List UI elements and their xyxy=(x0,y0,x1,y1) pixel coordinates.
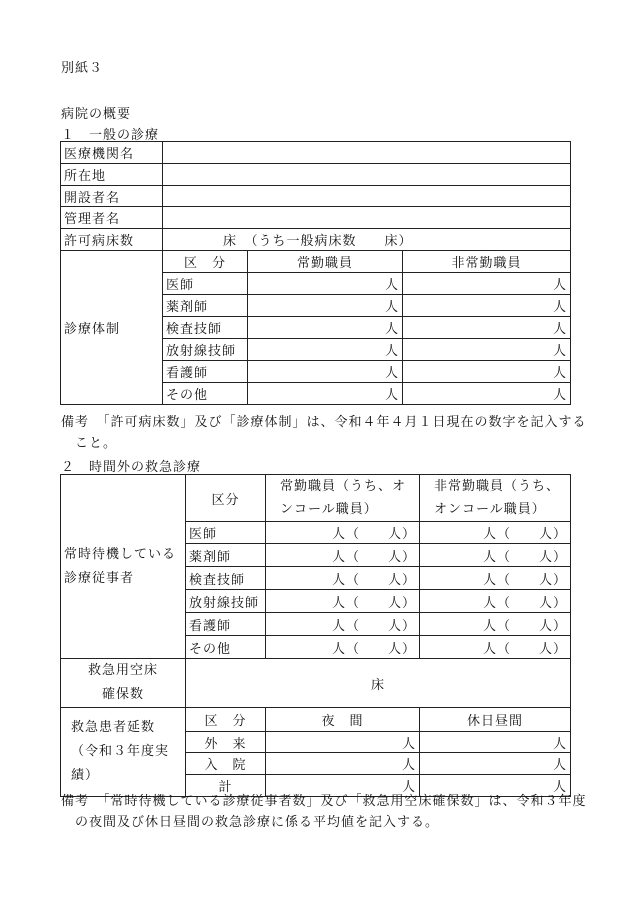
patients-category: 入 院 xyxy=(186,753,266,775)
standby-part-time-cell[interactable]: 人（ 人） xyxy=(420,567,571,590)
emergency-beds-field[interactable]: 床 xyxy=(186,659,571,708)
staffing-category: 薬剤師 xyxy=(163,295,248,317)
staffing-full-time-cell[interactable]: 人 xyxy=(248,295,403,317)
staffing-category: 放射線技師 xyxy=(163,339,248,361)
standby-header-part-time: 非常勤職員（うち、オンコール職員） xyxy=(420,475,571,522)
staffing-full-time-cell[interactable]: 人 xyxy=(248,339,403,361)
standby-category: 薬剤師 xyxy=(186,544,266,567)
patients-holiday-cell[interactable]: 人 xyxy=(420,775,571,797)
standby-category: その他 xyxy=(186,636,266,659)
staffing-full-time-cell[interactable]: 人 xyxy=(248,317,403,339)
staffing-part-time-cell[interactable]: 人 xyxy=(403,339,571,361)
staffing-full-time-cell[interactable]: 人 xyxy=(248,361,403,383)
licensed-beds-field[interactable]: 床 （うち一般病床数 床） xyxy=(163,229,571,251)
standby-header-full-time: 常勤職員（うち、オンコール職員） xyxy=(266,475,420,522)
standby-part-time-cell[interactable]: 人（ 人） xyxy=(420,522,571,544)
staffing-category: その他 xyxy=(163,383,248,405)
founder-name-field[interactable] xyxy=(163,186,571,207)
standby-part-time-cell[interactable]: 人（ 人） xyxy=(420,544,571,567)
staffing-full-time-cell[interactable]: 人 xyxy=(248,273,403,295)
standby-header-category: 区分 xyxy=(186,475,266,522)
standby-full-time-cell[interactable]: 人（ 人） xyxy=(266,636,420,659)
standby-part-time-cell[interactable]: 人（ 人） xyxy=(420,613,571,636)
staffing-part-time-cell[interactable]: 人 xyxy=(403,383,571,405)
staffing-part-time-cell[interactable]: 人 xyxy=(403,361,571,383)
patients-category: 計 xyxy=(186,775,266,797)
standby-full-time-cell[interactable]: 人（ 人） xyxy=(266,522,420,544)
staffing-category: 検査技師 xyxy=(163,317,248,339)
standby-category: 放射線技師 xyxy=(186,590,266,613)
attachment-label: 別紙３ xyxy=(61,61,104,76)
institution-name-field[interactable] xyxy=(163,142,571,164)
staffing-header-category: 区 分 xyxy=(163,251,248,273)
staffing-label: 診療体制 xyxy=(61,251,163,405)
patients-night-cell[interactable]: 人 xyxy=(266,753,420,775)
standby-full-time-cell[interactable]: 人（ 人） xyxy=(266,567,420,590)
staffing-category: 医師 xyxy=(163,273,248,295)
standby-part-time-cell[interactable]: 人（ 人） xyxy=(420,590,571,613)
section2-heading: ２ 時間外の救急診療 xyxy=(61,460,202,475)
section2-note: 備考 「常時待機している診療従事者数」及び「救急用空床確保数」は、令和３年度の夜間及び休日昼間の救急診療に係る平均値を記入する。 xyxy=(61,794,587,830)
licensed-beds-label: 許可病床数 xyxy=(61,229,163,251)
location-label: 所在地 xyxy=(61,164,163,186)
administrator-name-field[interactable] xyxy=(163,207,571,229)
patients-header-holiday: 休日昼間 xyxy=(420,708,571,732)
staffing-part-time-cell[interactable]: 人 xyxy=(403,273,571,295)
section1-note: 備考 「許可病床数」及び「診療体制」は、令和４年４月１日現在の数字を記入すること。 xyxy=(61,415,587,451)
patients-category: 外 来 xyxy=(186,732,266,753)
emergency-care-table xyxy=(60,474,571,797)
staffing-header-full-time: 常勤職員 xyxy=(248,251,403,273)
standby-staff-label: 常時待機している診療従事者 xyxy=(61,475,186,659)
emergency-beds-label: 救急用空床確保数 xyxy=(61,659,186,708)
location-field[interactable] xyxy=(163,164,571,186)
patients-holiday-cell[interactable]: 人 xyxy=(420,753,571,775)
patients-night-cell[interactable]: 人 xyxy=(266,732,420,753)
page-title: 病院の概要 xyxy=(61,107,132,122)
standby-full-time-cell[interactable]: 人（ 人） xyxy=(266,613,420,636)
patients-header-night: 夜 間 xyxy=(266,708,420,732)
standby-full-time-cell[interactable]: 人（ 人） xyxy=(266,544,420,567)
founder-name-label: 開設者名 xyxy=(61,186,163,207)
patients-night-cell[interactable]: 人 xyxy=(266,775,420,797)
patients-holiday-cell[interactable]: 人 xyxy=(420,732,571,753)
standby-category: 検査技師 xyxy=(186,567,266,590)
staffing-category: 看護師 xyxy=(163,361,248,383)
staffing-part-time-cell[interactable]: 人 xyxy=(403,317,571,339)
emergency-patients-label: 救急患者延数（令和３年度実績） xyxy=(61,708,186,797)
staffing-part-time-cell[interactable]: 人 xyxy=(403,295,571,317)
standby-category: 看護師 xyxy=(186,613,266,636)
standby-category: 医師 xyxy=(186,522,266,544)
patients-header-category: 区 分 xyxy=(186,708,266,732)
administrator-name-label: 管理者名 xyxy=(61,207,163,229)
standby-part-time-cell[interactable]: 人（ 人） xyxy=(420,636,571,659)
section1-heading: １ 一般の診療 xyxy=(61,128,160,143)
general-care-table xyxy=(60,141,571,405)
staffing-header-part-time: 非常勤職員 xyxy=(403,251,571,273)
staffing-full-time-cell[interactable]: 人 xyxy=(248,383,403,405)
institution-name-label: 医療機関名 xyxy=(61,142,163,164)
standby-full-time-cell[interactable]: 人（ 人） xyxy=(266,590,420,613)
